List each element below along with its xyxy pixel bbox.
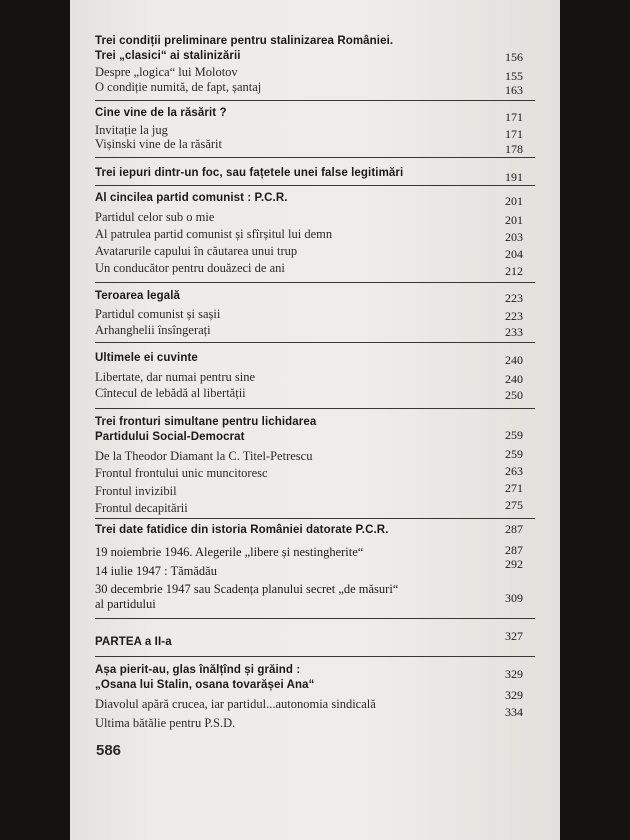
toc-page-number: 309 (505, 591, 523, 605)
toc-entry: Ultimele ei cuvinte (95, 352, 198, 364)
toc-entry: PARTEA a II-a (95, 636, 172, 648)
toc-entry: O condiție numită, de fapt, șantaj (95, 80, 262, 94)
toc-page-number: 271 (505, 481, 523, 495)
toc-entry: Un conducător pentru douăzeci de ani (95, 261, 285, 275)
toc-entry: Cine vine de la răsărit ? (95, 107, 227, 119)
toc-entry: 14 iulie 1947 : Tămădău (95, 564, 217, 578)
toc-entry: Vișinski vine de la răsărit (95, 137, 222, 151)
toc-page-number: 223 (505, 309, 523, 323)
toc-entry: Cîntecul de lebădă al libertății (95, 386, 246, 400)
toc-entry: Partidul celor sub o mie (95, 210, 215, 224)
toc-entry: Așa pierit-au, glas înălțînd și grăind : „Osana lui Stalin, osana tovarășei Ana“ (95, 664, 315, 691)
toc-entry: Ultima bătălie pentru P.S.D. (95, 716, 236, 730)
toc-page-number: 334 (505, 705, 523, 719)
toc-entry: Partidul comunist și sașii (95, 307, 221, 321)
toc-page-number: 250 (505, 388, 523, 402)
toc-page-number: 292 (505, 557, 523, 571)
toc-entry: Teroarea legală (95, 290, 181, 302)
toc-page-number: 191 (505, 170, 523, 184)
toc-page-number: 259 (505, 447, 523, 461)
toc-page-number: 233 (505, 325, 523, 339)
section-divider (95, 342, 535, 343)
section-divider (95, 185, 535, 186)
toc-entry: Frontul invizibil (95, 484, 177, 498)
toc-page-number: 329 (505, 667, 523, 681)
toc-entry: Despre „logica“ lui Molotov (95, 65, 238, 79)
toc-page-number: 203 (505, 230, 523, 244)
toc-entry: De la Theodor Diamant la C. Titel-Petrescu (95, 449, 313, 463)
toc-entry: Trei date fatidice din istoria României datorate P.C.R. (95, 524, 389, 536)
toc-page-number: 287 (505, 522, 523, 536)
toc-entry: 19 noiembrie 1946. Alegerile „libere și nestingherite“ (95, 545, 364, 559)
toc-entry-title: Trei condiții preliminare pentru stalinizarea României. (95, 35, 394, 47)
toc-page-number: 223 (505, 291, 523, 305)
section-divider (95, 100, 535, 101)
toc-entry: Trei iepuri dintr-un foc, sau fațetele unei false legitimări (95, 167, 404, 179)
toc-entry: Diavolul apără crucea, iar partidul...autonomia sindicală (95, 697, 376, 711)
toc-entry: Invitație la jug (95, 123, 168, 137)
section-divider (95, 656, 535, 657)
toc-page-number: 240 (505, 353, 523, 367)
toc-entry: Avatarurile capului în căutarea unui trup (95, 244, 298, 258)
toc-entry: Libertate, dar numai pentru sine (95, 370, 256, 384)
toc-page-number: 275 (505, 498, 523, 512)
toc-page-number: 287 (505, 543, 523, 557)
toc-entry: Al patrulea partid comunist și sfîrșitul lui demn (95, 227, 333, 241)
toc-page-number: 327 (505, 629, 523, 643)
toc-page-number: 240 (505, 372, 523, 386)
toc-page-number: 204 (505, 247, 523, 261)
toc-page-number: 263 (505, 464, 523, 478)
section-divider (95, 408, 535, 409)
toc-page-number: 259 (505, 428, 523, 442)
toc-entry: Frontul frontului unic muncitoresc (95, 466, 268, 480)
toc-entry: Frontul decapitării (95, 501, 188, 515)
toc-page-number: 171 (505, 110, 523, 124)
section-divider (95, 518, 535, 519)
toc-page-number: 156 (505, 50, 523, 64)
toc-page-number: 178 (505, 142, 523, 156)
toc-entry: 30 decembrie 1947 sau Scadența planului secret „de măsuri“ al partidului (95, 582, 399, 611)
page-number: 586 (96, 742, 122, 759)
toc-entry-title-line2: Trei „clasici“ ai stalinizării (95, 50, 241, 62)
toc-entry (95, 34, 535, 64)
toc-page-number: 329 (505, 688, 523, 702)
toc-page-number: 163 (505, 83, 523, 97)
toc-entry: Trei fronturi simultane pentru lichidarea Partidului Social-Democrat (95, 416, 317, 443)
toc-entry: Arhanghelii însîngerați (95, 323, 211, 337)
section-divider (95, 282, 535, 283)
toc-page-number: 171 (505, 127, 523, 141)
toc-entry: Al cincilea partid comunist : P.C.R. (95, 192, 288, 204)
section-divider (95, 157, 535, 158)
toc-page-number: 155 (505, 69, 523, 83)
toc-page-number: 212 (505, 264, 523, 278)
section-divider (95, 618, 535, 619)
toc-page-number: 201 (505, 213, 523, 227)
toc-page-number: 201 (505, 194, 523, 208)
